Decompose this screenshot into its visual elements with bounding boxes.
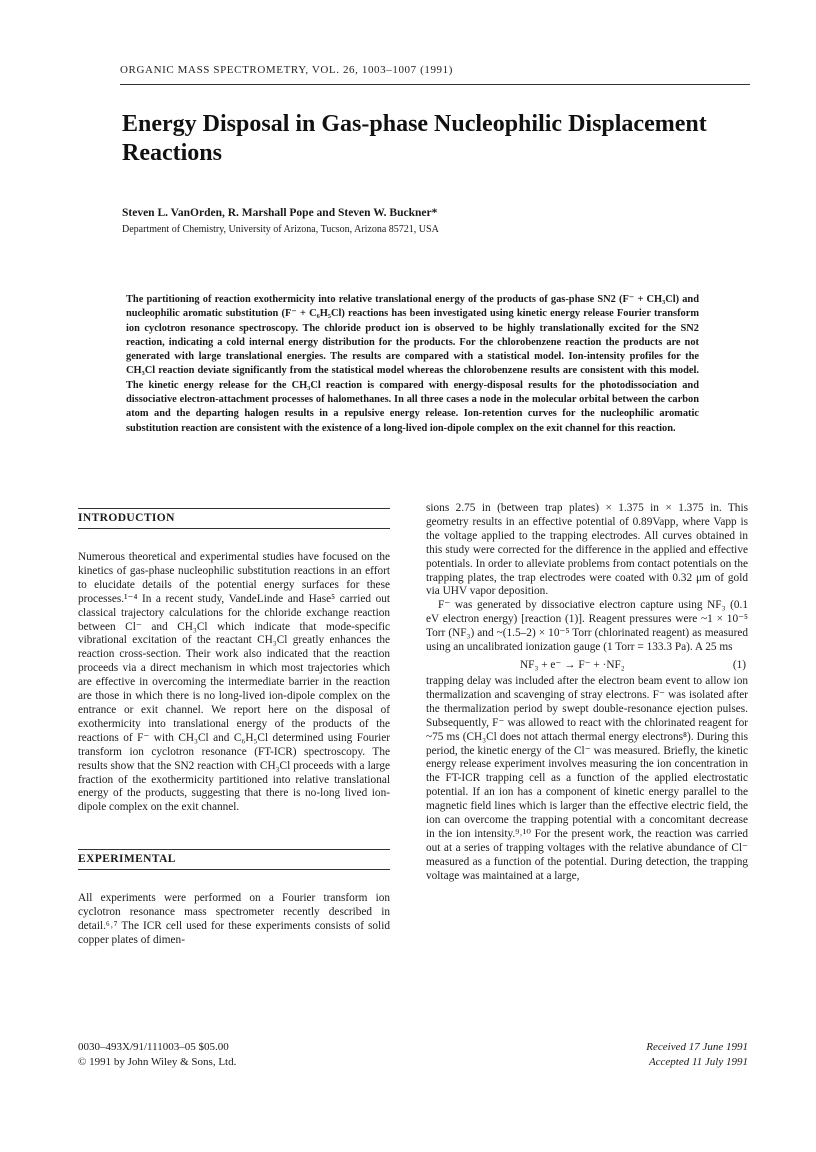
reaction-equation [426,655,748,675]
experimental-paragraph-continued: sions 2.75 in (between trap plates) × 1.375 in × 1.375 in. This geometry results in an effective potential of 0.89Vapp, where Vapp is the voltage applied to the trapping electrodes. All curves obtained in this study were corrected for the difference in the applied and effective potentials. In order to alleviate problems from contact potentials on the trapping plates, the trap electrodes were coated with 0.32 μm of gold via UHV vapor deposition. [426,502,748,598]
footer-dates [560,1040,748,1070]
footer-publication-info [78,1040,378,1070]
affiliation: Department of Chemistry, University of Arizona, Tucson, Arizona 85721, USA [122,224,439,235]
journal-header: ORGANIC MASS SPECTROMETRY, VOL. 26, 1003–1007 (1991) [120,64,454,76]
author-list: Steven L. VanOrden, R. Marshall Pope and Steven W. Buckner* [122,207,438,219]
header-rule [120,84,750,85]
journal-code: 0030–493X/91/111003–05 $05.00 [78,1041,229,1053]
right-column [426,502,748,884]
section-heading-introduction: INTRODUCTION [78,508,390,529]
abstract: The partitioning of reaction exothermicity into relative translational energy of the products of gas-phase SN2 (F⁻ + CH₃Cl) and nucleophilic aromatic substitution (F⁻ + C₆H₅Cl) reactions has been investigated using kinetic energy release Fourier transform ion cyclotron resonance spectroscopy. The chloride product ion is observed to be highly translationally excited for the SN2 reaction, indicating a cold internal energy distribution for the products. For the chlorobenzene reaction the products are not generated with large translational energies. The results are compared with a statistical model. Ion-intensity profiles for the CH₃Cl reaction deviate significantly from the statistical model whereas the chlorobenzene results are consistent with this model. The kinetic energy release for the CH₃Cl reaction is compared with energy-disposal results for the photodissociation and dissociative electron-attachment processes of halomethanes. In all three cases a node in the molecular orbital between the carbon atom and the departing halogen results in a repulsive energy release. Ion-retention curves for the nucleophilic aromatic substitution reaction are consistent with the existence of a long-lived ion-dipole complex on the exit channel for this reaction. [126,294,699,434]
introduction-paragraph: Numerous theoretical and experimental studies have focused on the kinetics of gas-phase nucleophilic substitution reactions in an effort to elucidate details of the potential energy surfaces for these processes.¹⁻⁴ In a recent study, VandeLinde and Hase⁵ carried out classical trajectory calculations for the chloride exchange reaction between Cl⁻ and CH₃Cl which indicate that mode-specific vibrational excitation of the reactant CH₃Cl greatly enhances the reaction cross-section. Their work also indicated that the reaction proceeds via a direct mechanism in which most trajectories which are effective in overcoming the intermediate barrier in the reaction are those in which there is no long-lived ion-dipole complex on the entrance or exit channel. We report here on the disposal of exothermicity into translational energy of the products of the reactions of F⁻ with CH₃Cl and C₆H₅Cl determined using Fourier transform ion cyclotron resonance (FT-ICR) spectroscopy. The results show that the SN2 reaction with CH₃Cl proceeds with a large fraction of the exothermicity partitioned into relative translational energy of the products, suggesting that there is no-long lived ion-dipole complex on the exit channel. [78,551,390,814]
article-title: Energy Disposal in Gas-phase Nucleophilic Displacement Reactions [122,111,707,166]
copyright-notice: © 1991 by John Wiley & Sons, Ltd. [78,1056,237,1068]
left-column [78,508,390,948]
received-date: Received 17 June 1991 [646,1041,748,1053]
kinetic-energy-paragraph: trapping delay was included after the electron beam event to allow ion thermalization and scavenging of stray electrons. F⁻ was isolated after the thermalization period by swept double-resonance ejection pulses. Subsequently, F⁻ was allowed to react with the chlorinated reagent for ~75 ms (CH₃Cl does not attach thermal energy electrons⁸). During this period, the kinetic energy of the Cl⁻ was measured. Briefly, the kinetic energy release experiment involves measuring the ion concentration in the FT-ICR trapping cell as a function of the applied electrostatic potential. If an ion has a component of kinetic energy parallel to the magnetic field lines which is larger than the effective electric field, the ion can overcome the trapping potential with a concomitant decrease in the ion intensity.⁹˒¹⁰ For the present work, the reaction was carried out at a series of trapping voltages with the relative abundance of Cl⁻ measured as a function of the potential. During detection, the trapping voltage was maintained at a large, [426,674,748,882]
equation-number: (1) [732,658,746,671]
equation-text: NF₃ + e⁻ → F⁻ + ·NF₂ [520,658,625,671]
section-heading-experimental: EXPERIMENTAL [78,849,390,870]
fluoride-generation-paragraph: F⁻ was generated by dissociative electron capture using NF₃ (0.1 eV electron energy) [reaction (1)]. Reagent pressures were ~1 × 10⁻⁵ Torr (NF₃) and ~(1.5–2) × 10⁻⁵ Torr (chlorinated reagent) as measured using an uncalibrated ionization gauge (1 Torr = 133.3 Pa). A 25 ms [426,599,748,654]
accepted-date: Accepted 11 July 1991 [648,1056,748,1068]
experimental-paragraph: All experiments were performed on a Fourier transform ion cyclotron resonance mass spectrometer recently described in detail.⁶˒⁷ The ICR cell used for these experiments consists of solid copper plates of dimen- [78,892,390,946]
